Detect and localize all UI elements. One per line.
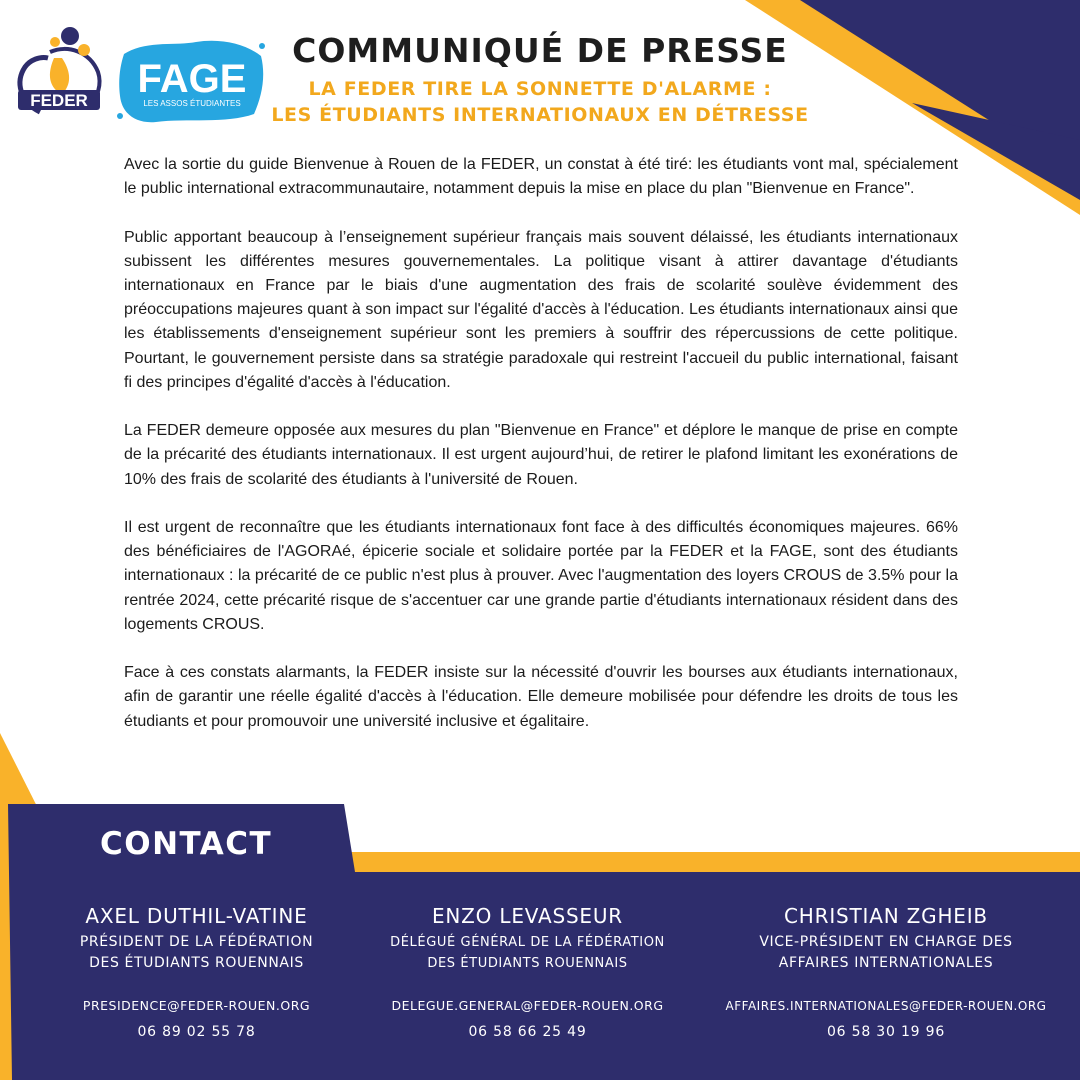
feder-logo-text: FEDER [30, 91, 88, 110]
contact-card [355, 902, 700, 1043]
subtitle-line-2: LES ÉTUDIANTS INTERNATIONAUX EN DÉTRESSE [271, 104, 809, 126]
paragraph: La FEDER demeure opposée aux mesures du plan "Bienvenue en France" et déplore le manque de prise en compte de la précarité des étudiants internationaux. Il est urgent aujourd’hui, de retirer le plafond limitant les exonérations de 10% des frais de scolarité des étudiants à l'université de Rouen. [124, 422, 958, 488]
subtitle-line-1: LA FEDER TIRE LA SONNETTE D'ALARME : [308, 78, 772, 100]
contact-role-line-1: VICE-PRÉSIDENT EN CHARGE DES [759, 934, 1013, 950]
press-release-body [124, 153, 958, 758]
feder-logo [10, 22, 110, 122]
contact-email[interactable]: PRESIDENCE@FEDER-ROUEN.ORG [82, 998, 311, 1013]
contact-email[interactable]: AFFAIRES.INTERNATIONALES@FEDER-ROUEN.ORG [725, 999, 1047, 1013]
paragraph: Il est urgent de reconnaître que les étudiants internationaux font face à des difficultés économiques majeures. 66% des bénéficiaires de l'AGORAé, épicerie sociale et solidaire portée par la FEDER et la FAGE, sont des étudiants internationaux : la précarité de ce public n'est plus à prouver. Avec l'augmentation des loyers CROUS de 3.5% pour la rentrée 2024, cette précarité risque de s'accentuer car une grande partie d'étudiants internationaux résident dans des logements CROUS. [124, 519, 958, 633]
contact-role-line-2: AFFAIRES INTERNATIONALES [778, 955, 994, 971]
contact-phone[interactable]: 06 58 66 25 49 [468, 1024, 587, 1040]
contact-name: AXEL DUTHIL-VATINE [85, 904, 308, 928]
fage-logo [116, 36, 266, 126]
contact-role-line-1: DÉLÉGUÉ GÉNÉRAL DE LA FÉDÉRATION [390, 935, 665, 950]
contact-heading: CONTACT [100, 826, 273, 862]
contact-role-line-2: DES ÉTUDIANTS ROUENNAIS [427, 956, 628, 971]
contact-phone[interactable]: 06 89 02 55 78 [137, 1024, 256, 1040]
fage-logo-text: FAGE [137, 57, 247, 101]
contact-card [706, 902, 1066, 1043]
contact-name: CHRISTIAN ZGHEIB [784, 904, 988, 928]
page-subtitle [270, 76, 810, 128]
contact-role-line-1: PRÉSIDENT DE LA FÉDÉRATION [79, 934, 314, 950]
contact-phone[interactable]: 06 58 30 19 96 [826, 1024, 946, 1040]
page-title: COMMUNIQUÉ DE PRESSE [292, 31, 788, 70]
contact-role-line-2: DES ÉTUDIANTS ROUENNAIS [89, 955, 304, 971]
contact-email[interactable]: DELEGUE.GENERAL@FEDER-ROUEN.ORG [391, 998, 664, 1013]
contact-card [24, 902, 369, 1043]
paragraph: Avec la sortie du guide Bienvenue à Rouen de la FEDER, un constat à été tiré: les étudiants vont mal, spécialement le public international extracommunautaire, notamment depuis la mise en place du plan "Bienvenue en France". [124, 156, 958, 198]
paragraph: Face à ces constats alarmants, la FEDER insiste sur la nécessité d'ouvrir les bourses aux étudiants internationaux, afin de garantir une réelle égalité d'accès à l'éducation. Elle demeure mobilisée pour défendre les droits de tous les étudiants et pour promouvoir une université inclusive et égalitaire. [124, 664, 958, 730]
fage-logo-tagline: LES ASSOS ÉTUDIANTES [143, 99, 241, 108]
contact-name: ENZO LEVASSEUR [431, 904, 624, 928]
header [270, 30, 810, 128]
paragraph: Public apportant beaucoup à l’enseignement supérieur français mais souvent délaissé, les étudiants internationaux subissent les différentes mesures gouvernementales. La politique visant à attirer davantage d'étudiants internationaux en France par le biais d'une augmentation des frais de scolarité soulève évidemment des préoccupations majeures quant à son impact sur l'égalité d'accès à l'éducation. Les étudiants internationaux ainsi que les établissements d'enseignement supérieur sont les premiers à souffrir des répercussions de cette politique. Pourtant, le gouvernement persiste dans sa stratégie paradoxale qui restreint l'accueil du public international, faisant fi des principes d'égalité d'accès à l'éducation. [124, 228, 958, 391]
